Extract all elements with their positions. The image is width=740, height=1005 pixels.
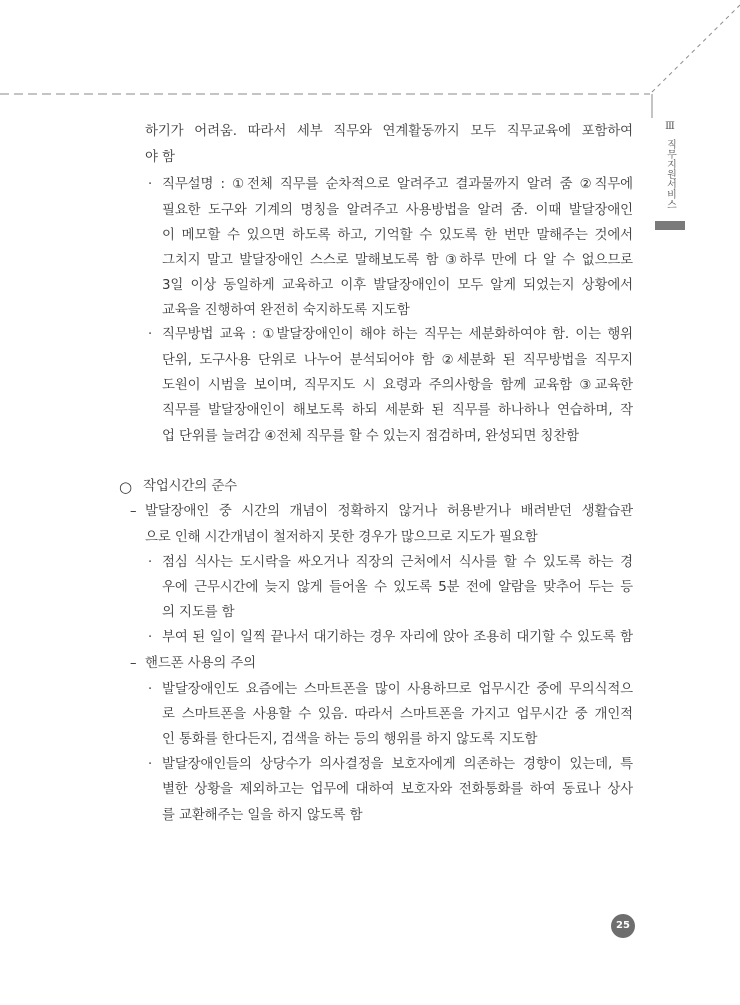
list-item-line: 부여 된 일이 일찍 끝나서 대기하는 경우 자리에 앉아 조용히 대기할 수 있도록 함 — [162, 630, 633, 645]
list-item-line: 발달장애인도 요즘에는 스마트폰을 많이 사용하므로 업무시간 중에 무의식적으 — [162, 682, 633, 697]
list-item-line: 필요한 도구와 기계의 명칭을 알려주고 사용방법을 알려 줌. 이때 발달장애인 — [162, 203, 633, 218]
list-item-line: 직무방법 교육 : ①발달장애인이 해야 하는 직무는 세분화하여야 함. 이는 행위 — [162, 327, 633, 342]
list-item-line: 직무설명 : ①전체 직무를 순차적으로 알려주고 결과물까지 알려 줌 ②직무에 — [162, 177, 633, 192]
paragraph-line: 으로 인해 시간개념이 철저하지 못한 경우가 많으므로 지도가 필요함 — [145, 530, 538, 545]
list-item-line: 인 통화를 한다든지, 검색을 하는 등의 행위를 하지 않도록 지도함 — [162, 732, 538, 747]
dash-marker: – — [130, 504, 137, 519]
paragraph-line: 야 함 — [145, 150, 175, 165]
list-item-line: 별한 상황을 제외하고는 업무에 대하여 보호자와 전화통화를 하여 동료나 상사 — [162, 782, 633, 797]
dash-marker: – — [130, 656, 137, 671]
bullet-marker: · — [148, 177, 153, 192]
section-title: 직무지원서비스 — [664, 139, 676, 209]
paragraph-line: 핸드폰 사용의 주의 — [145, 656, 256, 671]
list-item-line: 도원이 시범을 보이며, 직무지도 시 요령과 주의사항을 함께 교육함 ③교육한 — [162, 378, 633, 393]
list-item-line: 발달장애인들의 상당수가 의사결정을 보호자에게 의존하는 경향이 있는데, 특 — [162, 757, 633, 772]
paragraph-line: 발달장애인 중 시간의 개념이 정확하지 않거나 허용받거나 배려받던 생활습관 — [145, 504, 633, 519]
bullet-marker: · — [148, 327, 153, 342]
list-item-line: 단위, 도구사용 단위로 나누어 분석되어야 함 ②세분화 된 직무방법을 직무지 — [162, 353, 633, 368]
bullet-marker: · — [148, 630, 153, 645]
list-item-line: 업 단위를 늘려감 ④전체 직무를 할 수 있는지 점검하며, 완성되면 칭찬함 — [162, 429, 580, 444]
list-item-line: 교육을 진행하여 완전히 숙지하도록 지도함 — [162, 303, 410, 318]
section-heading: 작업시간의 준수 — [143, 479, 238, 494]
list-item-line: 를 교환해주는 일을 하지 않도록 함 — [162, 808, 363, 823]
bullet-marker: · — [148, 555, 153, 570]
list-item-line: 3일 이상 동일하게 교육하고 이후 발달장애인이 모두 알게 되었는지 상황에서 — [162, 278, 633, 293]
section-numeral: Ⅲ — [665, 121, 675, 132]
bullet-marker: · — [148, 757, 153, 772]
section-side-tab — [660, 120, 680, 209]
list-item-line: 점심 식사는 도시락을 싸오거나 직장의 근처에서 식사를 할 수 있도록 하는 경 — [162, 555, 633, 570]
list-item-line: 그치지 말고 발달장애인 스스로 말해보도록 함 ③하루 만에 다 알 수 없으므로 — [162, 253, 633, 268]
list-item-line: 우에 근무시간에 늦지 않게 들어올 수 있도록 5분 전에 알람을 맞추어 두는 등 — [162, 580, 633, 595]
list-item-line: 이 메모할 수 있으면 하도록 하고, 기억할 수 있도록 한 번만 말해주는 것에서 — [162, 228, 633, 243]
list-item-line: 직무를 발달장애인이 해보도록 하되 세분화 된 직무를 하나하나 연습하며, 작 — [162, 403, 633, 418]
page-number: 25 — [611, 914, 635, 938]
section-marker: ○ — [119, 478, 133, 496]
side-tab-bar — [655, 221, 685, 230]
paragraph-line: 하기가 어려움. 따라서 세부 직무와 연계활동까지 모두 직무교육에 포함하여 — [145, 124, 633, 139]
list-item-line: 로 스마트폰을 사용할 수 있음. 따라서 스마트폰을 가지고 업무시간 중 개인적 — [162, 707, 633, 722]
list-item-line: 의 지도를 함 — [162, 605, 235, 620]
bullet-marker: · — [148, 682, 153, 697]
